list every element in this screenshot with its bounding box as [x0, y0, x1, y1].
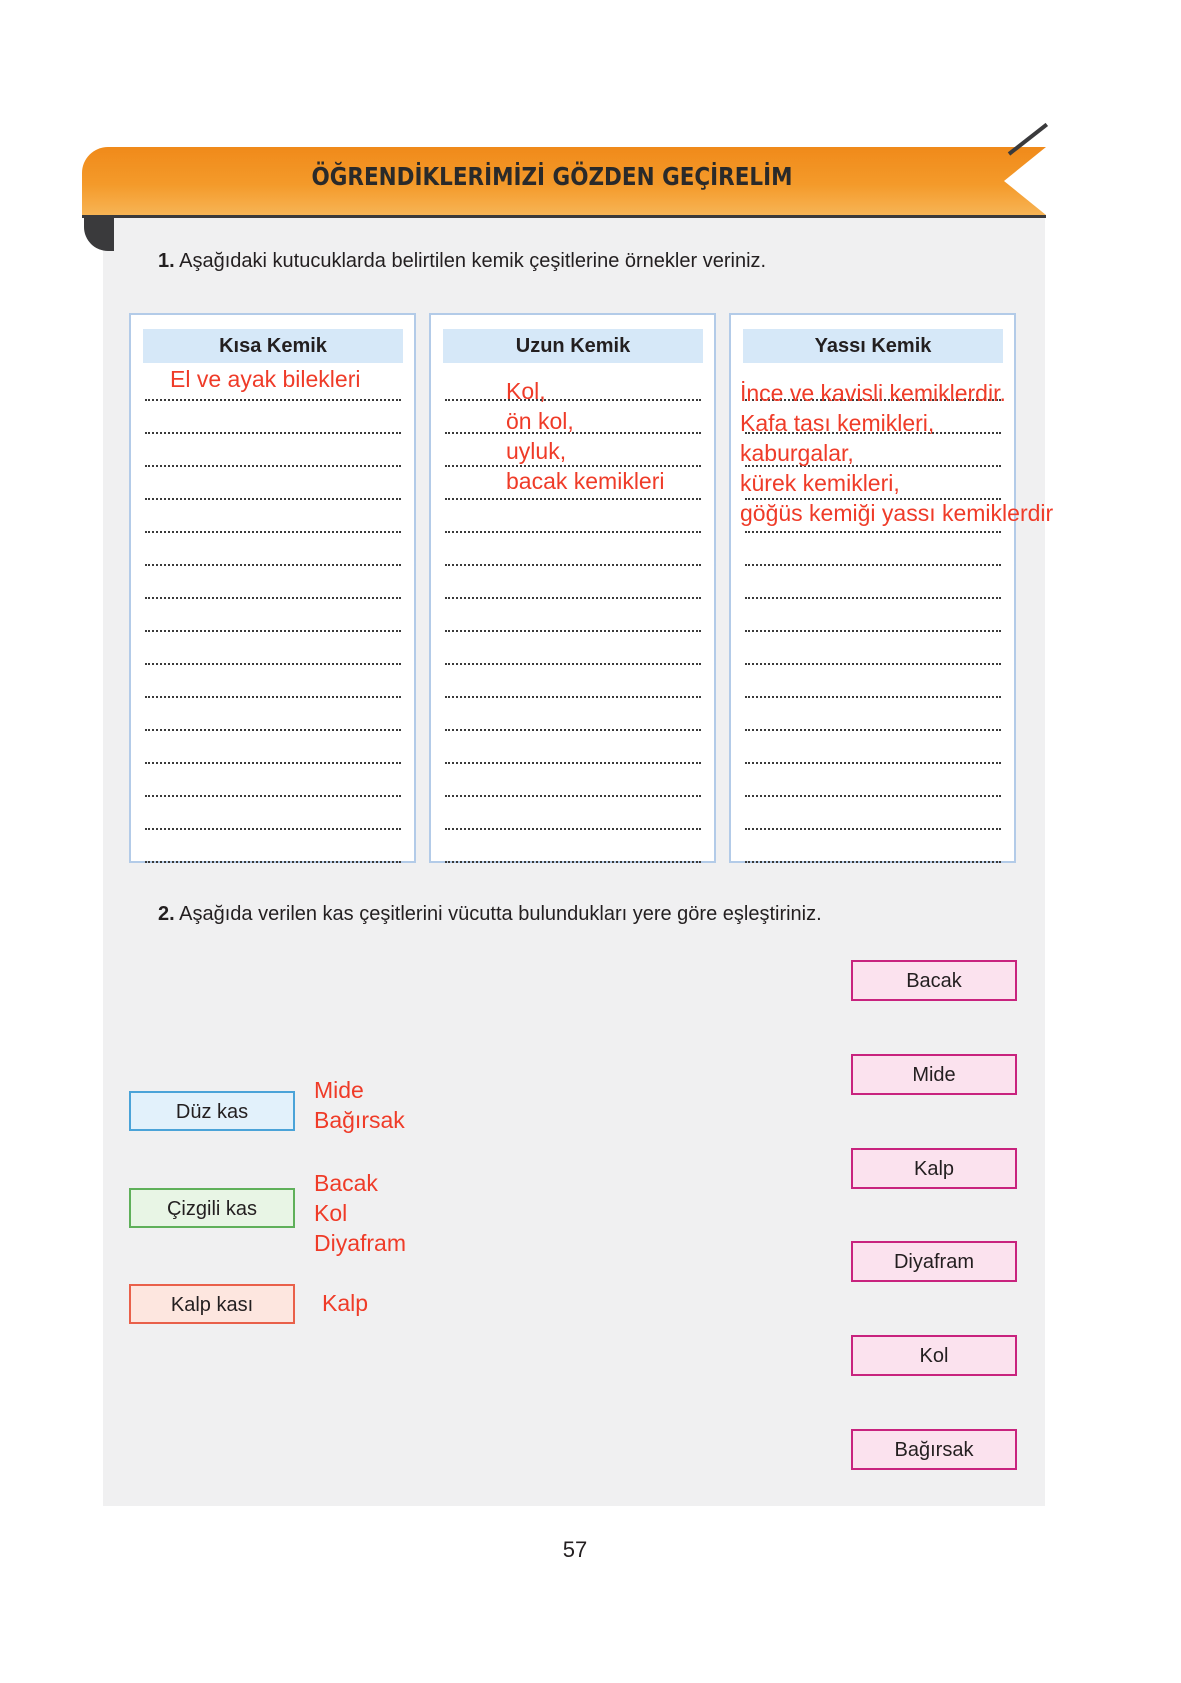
dotted-line [745, 630, 1001, 633]
question-2-text: Aşağıda verilen kas çeşitlerini vücutta bulundukları yere göre eşleştiriniz. [179, 903, 822, 925]
dotted-line [445, 399, 701, 402]
dotted-line [745, 861, 1001, 864]
dotted-line [145, 762, 401, 765]
dotted-line [145, 828, 401, 831]
dotted-line [145, 861, 401, 864]
place-box: Kalp [851, 1148, 1017, 1189]
dotted-line [145, 531, 401, 534]
dotted-line [145, 729, 401, 732]
striated-muscle-answer: Bacak [314, 1170, 378, 1196]
bone-box-title: Yassı Kemik [743, 329, 1003, 363]
long-bone-answer: ön kol, [506, 408, 574, 434]
smooth-muscle-answer: Mide [314, 1077, 364, 1103]
bone-box-title: Uzun Kemik [443, 329, 703, 363]
dotted-line [145, 795, 401, 798]
dotted-line [145, 630, 401, 633]
dotted-line [445, 795, 701, 798]
flat-bone-answer: göğüs kemiği yassı kemiklerdir [740, 500, 1054, 526]
place-box: Diyafram [851, 1241, 1017, 1282]
dotted-line [145, 432, 401, 435]
dotted-line [445, 630, 701, 633]
banner-notch [1004, 147, 1046, 215]
dotted-line [445, 498, 701, 501]
dotted-line [145, 465, 401, 468]
page-number: 57 [562, 1537, 588, 1562]
dotted-line [445, 597, 701, 600]
dotted-line [745, 597, 1001, 600]
dotted-line [745, 696, 1001, 699]
striated-muscle-answer: Diyafram [314, 1230, 407, 1256]
dotted-line [145, 498, 401, 501]
dotted-line [745, 663, 1001, 666]
dotted-line [445, 762, 701, 765]
flat-bone-answer: kürek kemikleri, [740, 470, 900, 496]
dotted-line [745, 795, 1001, 798]
dotted-line [445, 729, 701, 732]
question-1-text: Aşağıdaki kutucuklarda belirtilen kemik çeşitlerine örnekler veriniz. [179, 250, 767, 272]
dotted-line [145, 399, 401, 402]
striated-muscle-answer: Kol [314, 1200, 348, 1226]
dotted-line [445, 828, 701, 831]
long-bone-answer: uyluk, [506, 438, 567, 464]
question-2-number: 2. [158, 903, 175, 925]
flat-bone-answer: kaburgalar, [740, 440, 854, 466]
flat-bone-answer: İnce ve kavisli kemiklerdir. [740, 380, 1006, 406]
question-1-number: 1. [158, 250, 175, 272]
dotted-line [745, 531, 1001, 534]
dotted-line [445, 564, 701, 567]
place-box: Bacak [851, 960, 1017, 1001]
dotted-line [745, 762, 1001, 765]
dotted-line [145, 696, 401, 699]
dotted-line [745, 729, 1001, 732]
bone-box-long [429, 313, 716, 863]
cardiac-muscle-answer: Kalp [322, 1290, 369, 1316]
dotted-line [445, 663, 701, 666]
place-box: Kol [851, 1335, 1017, 1376]
dotted-line [145, 597, 401, 600]
dotted-line [145, 564, 401, 567]
place-box: Bağırsak [851, 1429, 1017, 1470]
long-bone-answer: bacak kemikleri [506, 468, 665, 494]
dotted-line [445, 696, 701, 699]
dotted-line [145, 663, 401, 666]
flat-bone-answer: Kafa tası kemikleri, [740, 410, 935, 436]
dotted-line [745, 828, 1001, 831]
muscle-type-smooth: Düz kas [129, 1091, 295, 1131]
muscle-type-cardiac: Kalp kası [129, 1284, 295, 1324]
section-title: ÖĞRENDİKLERİMİZİ GÖZDEN GEÇİRELİM [311, 162, 793, 191]
question-1 [158, 250, 766, 273]
long-bone-answer: Kol, [506, 378, 546, 404]
short-bone-answer: El ve ayak bilekleri [170, 366, 361, 392]
bone-box-short [129, 313, 416, 863]
dotted-line [445, 861, 701, 864]
question-2 [158, 903, 822, 926]
place-box: Mide [851, 1054, 1017, 1095]
smooth-muscle-answer: Bağırsak [314, 1107, 405, 1133]
dotted-line [745, 564, 1001, 567]
muscle-type-striated: Çizgili kas [129, 1188, 295, 1228]
bone-box-title: Kısa Kemik [143, 329, 403, 363]
dotted-line [445, 531, 701, 534]
